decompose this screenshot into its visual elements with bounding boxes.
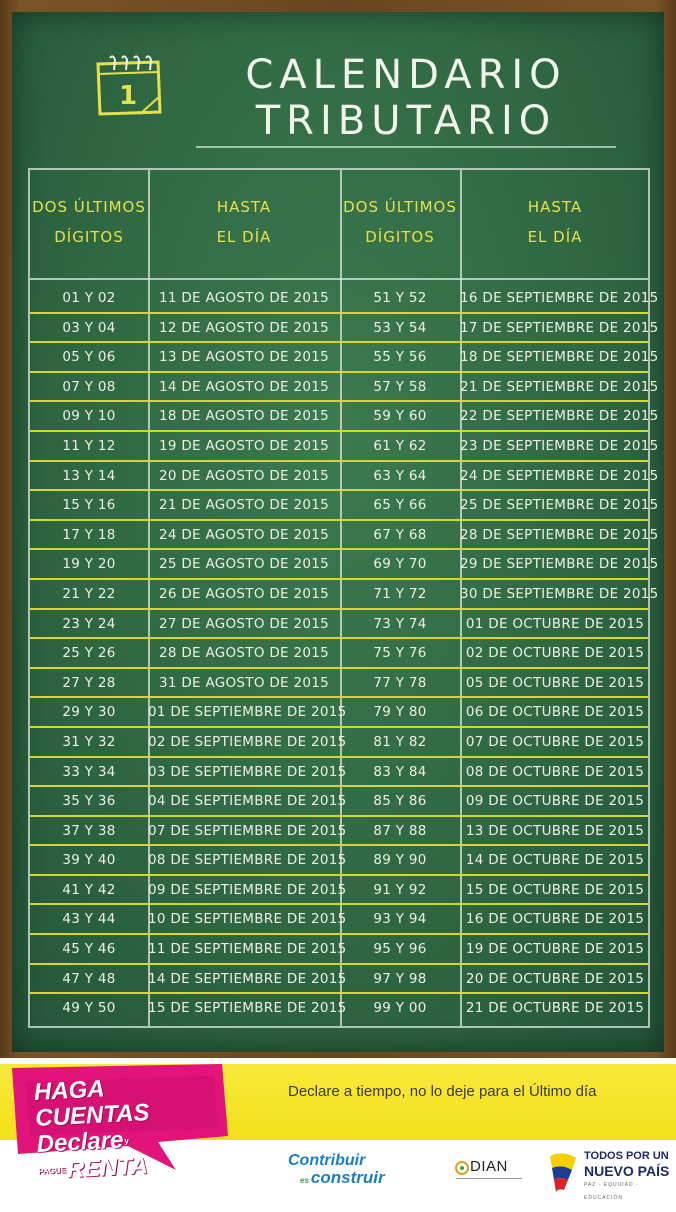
deadline-cell: 19 DE AGOSTO DE 2015 — [158, 437, 330, 454]
table-body — [30, 284, 659, 1024]
digits-cell: 57 Y 58 — [373, 378, 427, 395]
table-row — [30, 550, 659, 580]
government-text — [584, 1150, 670, 1205]
deadline-cell: 11 DE SEPTIEMBRE DE 2015 — [148, 941, 347, 958]
table-row — [30, 669, 648, 699]
digits-cell: 91 Y 92 — [373, 881, 427, 898]
table-row — [30, 462, 659, 492]
title-line-2: TRIBUTARIO — [255, 98, 557, 144]
deadline-cell: 15 DE OCTUBRE DE 2015 — [465, 881, 645, 898]
digits-cell: 45 Y 46 — [62, 941, 116, 958]
digits-cell: 61 Y 62 — [373, 437, 427, 454]
table-row — [30, 402, 659, 432]
deadline-cell: 21 DE OCTUBRE DE 2015 — [465, 1000, 645, 1017]
deadline-cell: 14 DE AGOSTO DE 2015 — [158, 378, 330, 395]
contribuir-es: es — [300, 1176, 309, 1185]
colombia-flag-icon — [544, 1150, 582, 1194]
digits-cell: 63 Y 64 — [373, 467, 427, 484]
digits-cell: 03 Y 04 — [62, 319, 116, 336]
header-line: HASTA — [527, 198, 583, 216]
deadline-cell: 21 DE AGOSTO DE 2015 — [158, 497, 330, 514]
deadline-cell: 12 DE AGOSTO DE 2015 — [158, 319, 330, 336]
deadline-cell: 21 DE SEPTIEMBRE DE 2015 — [460, 378, 659, 395]
header-date-2 — [460, 192, 650, 252]
header-line: DOS ÚLTIMOS — [32, 198, 146, 216]
digits-cell: 49 Y 50 — [62, 1000, 116, 1017]
table-row — [30, 905, 648, 935]
header-line: DOS ÚLTIMOS — [343, 198, 457, 216]
contribuir-line-2 — [300, 1168, 385, 1188]
tax-calendar-table — [28, 168, 659, 1028]
digits-cell: 59 Y 60 — [373, 408, 427, 425]
digits-cell: 69 Y 70 — [373, 556, 427, 573]
contribuir-line-1: Contribuir — [288, 1152, 366, 1169]
deadline-cell: 16 DE OCTUBRE DE 2015 — [465, 911, 645, 928]
header-line: EL DÍA — [527, 228, 583, 246]
table-row — [30, 935, 648, 965]
deadline-cell: 18 DE SEPTIEMBRE DE 2015 — [460, 349, 659, 366]
table-row — [30, 314, 659, 344]
deadline-cell: 14 DE SEPTIEMBRE DE 2015 — [148, 970, 347, 987]
digits-cell: 25 Y 26 — [62, 645, 116, 662]
digits-cell: 99 Y 00 — [373, 1000, 427, 1017]
digits-cell: 11 Y 12 — [62, 437, 116, 454]
deadline-cell: 17 DE SEPTIEMBRE DE 2015 — [460, 319, 659, 336]
dian-text: DIAN — [470, 1158, 508, 1175]
digits-cell: 93 Y 94 — [373, 911, 427, 928]
deadline-cell: 09 DE OCTUBRE DE 2015 — [465, 793, 645, 810]
deadline-cell: 23 DE SEPTIEMBRE DE 2015 — [460, 437, 659, 454]
contribuir-construir: construir — [310, 1168, 385, 1187]
header-line: EL DÍA — [216, 228, 272, 246]
table-row — [30, 373, 659, 403]
gov-line-3: PAZ · EQUIDAD · EDUCACIÓN — [584, 1182, 639, 1201]
deadline-cell: 05 DE OCTUBRE DE 2015 — [465, 674, 645, 691]
page-title — [196, 52, 616, 144]
promo-small: y PAGUE — [37, 1135, 130, 1177]
calendar-number: 1 — [118, 81, 138, 111]
contribuir-logo — [288, 1152, 438, 1192]
digits-cell: 81 Y 82 — [373, 733, 427, 750]
table-row — [30, 610, 648, 640]
digits-cell: 67 Y 68 — [373, 526, 427, 543]
digits-cell: 65 Y 66 — [373, 497, 427, 514]
deadline-cell: 28 DE AGOSTO DE 2015 — [158, 645, 330, 662]
header-line: DÍGITOS — [54, 228, 124, 246]
deadline-cell: 07 DE OCTUBRE DE 2015 — [465, 733, 645, 750]
digits-cell: 95 Y 96 — [373, 941, 427, 958]
digits-cell: 17 Y 18 — [62, 526, 116, 543]
deadline-cell: 20 DE OCTUBRE DE 2015 — [465, 970, 645, 987]
table-row — [30, 876, 648, 906]
table-row — [30, 698, 648, 728]
deadline-cell: 04 DE SEPTIEMBRE DE 2015 — [148, 793, 347, 810]
digits-cell: 87 Y 88 — [373, 822, 427, 839]
table-row — [30, 787, 648, 817]
digits-cell: 41 Y 42 — [62, 881, 116, 898]
table-row — [30, 521, 659, 551]
gov-line-1: TODOS POR UN — [584, 1150, 669, 1162]
digits-cell: 73 Y 74 — [373, 615, 427, 632]
digits-cell: 85 Y 86 — [373, 793, 427, 810]
deadline-cell: 16 DE SEPTIEMBRE DE 2015 — [460, 290, 659, 306]
header-line: DÍGITOS — [365, 228, 435, 246]
digits-cell: 77 Y 78 — [373, 674, 427, 691]
deadline-cell: 14 DE OCTUBRE DE 2015 — [465, 852, 645, 869]
deadline-cell: 19 DE OCTUBRE DE 2015 — [465, 941, 645, 958]
digits-cell: 01 Y 02 — [62, 290, 116, 306]
dian-underline — [456, 1178, 522, 1182]
promo-declare: Declare — [36, 1126, 125, 1158]
table-row — [30, 580, 659, 610]
digits-cell: 39 Y 40 — [62, 852, 116, 869]
digits-cell: 83 Y 84 — [373, 763, 427, 780]
deadline-cell: 25 DE AGOSTO DE 2015 — [158, 556, 330, 573]
digits-cell: 29 Y 30 — [62, 704, 116, 721]
digits-cell: 31 Y 32 — [62, 733, 116, 750]
deadline-cell: 13 DE OCTUBRE DE 2015 — [465, 822, 645, 839]
deadline-cell: 25 DE SEPTIEMBRE DE 2015 — [460, 497, 659, 514]
deadline-cell: 01 DE OCTUBRE DE 2015 — [465, 615, 645, 632]
header-separator — [30, 278, 648, 280]
deadline-cell: 01 DE SEPTIEMBRE DE 2015 — [148, 704, 347, 721]
deadline-cell: 20 DE AGOSTO DE 2015 — [158, 467, 330, 484]
title-line-1: CALENDARIO — [245, 52, 567, 98]
table-row — [30, 994, 648, 1024]
digits-cell: 75 Y 76 — [373, 645, 427, 662]
table-row — [30, 846, 648, 876]
digits-cell: 09 Y 10 — [62, 408, 116, 425]
digits-cell: 27 Y 28 — [62, 674, 116, 691]
digits-cell: 23 Y 24 — [62, 615, 116, 632]
promo-line-1: HAGA CUENTAS — [33, 1075, 151, 1132]
digits-cell: 53 Y 54 — [373, 319, 427, 336]
digits-cell: 33 Y 34 — [62, 763, 116, 780]
header-date-1 — [148, 192, 340, 252]
table-row — [30, 817, 648, 847]
digits-cell: 07 Y 08 — [62, 378, 116, 395]
digits-cell: 35 Y 36 — [62, 793, 116, 810]
digits-cell: 47 Y 48 — [62, 970, 116, 987]
digits-cell: 13 Y 14 — [62, 467, 116, 484]
deadline-cell: 11 DE AGOSTO DE 2015 — [158, 290, 330, 306]
digits-cell: 05 Y 06 — [62, 349, 116, 366]
digits-cell: 19 Y 20 — [62, 556, 116, 573]
digits-cell: 37 Y 38 — [62, 822, 116, 839]
gov-line-2: NUEVO PAÍS — [584, 1163, 670, 1179]
digits-cell: 43 Y 44 — [62, 911, 116, 928]
digits-cell: 55 Y 56 — [373, 349, 427, 366]
deadline-cell: 03 DE SEPTIEMBRE DE 2015 — [148, 763, 347, 780]
table-row — [30, 728, 648, 758]
deadline-cell: 30 DE SEPTIEMBRE DE 2015 — [460, 585, 659, 602]
table-row — [30, 491, 659, 521]
deadline-cell: 13 DE AGOSTO DE 2015 — [158, 349, 330, 366]
deadline-cell: 26 DE AGOSTO DE 2015 — [158, 585, 330, 602]
deadline-cell: 10 DE SEPTIEMBRE DE 2015 — [148, 911, 347, 928]
digits-cell: 15 Y 16 — [62, 497, 116, 514]
deadline-cell: 02 DE OCTUBRE DE 2015 — [465, 645, 645, 662]
deadline-cell: 31 DE AGOSTO DE 2015 — [158, 674, 330, 691]
dian-logo — [452, 1154, 524, 1190]
digits-cell: 71 Y 72 — [373, 585, 427, 602]
deadline-cell: 06 DE OCTUBRE DE 2015 — [465, 704, 645, 721]
deadline-cell: 24 DE SEPTIEMBRE DE 2015 — [460, 467, 659, 484]
deadline-cell: 02 DE SEPTIEMBRE DE 2015 — [148, 733, 347, 750]
table-row — [30, 758, 648, 788]
promo-line-2 — [36, 1122, 229, 1185]
deadline-cell: 29 DE SEPTIEMBRE DE 2015 — [460, 556, 659, 573]
digits-cell: 21 Y 22 — [62, 585, 116, 602]
deadline-cell: 07 DE SEPTIEMBRE DE 2015 — [148, 822, 347, 839]
tagline: Declare a tiempo, no lo deje para el Último día — [288, 1083, 597, 1100]
digits-cell: 97 Y 98 — [373, 970, 427, 987]
header-digits-2 — [340, 192, 460, 252]
government-logo — [544, 1146, 670, 1201]
deadline-cell: 18 DE AGOSTO DE 2015 — [158, 408, 330, 425]
deadline-cell: 22 DE SEPTIEMBRE DE 2015 — [460, 408, 659, 425]
deadline-cell: 08 DE OCTUBRE DE 2015 — [465, 763, 645, 780]
deadline-cell: 27 DE AGOSTO DE 2015 — [158, 615, 330, 632]
deadline-cell: 09 DE SEPTIEMBRE DE 2015 — [148, 881, 347, 898]
deadline-cell: 28 DE SEPTIEMBRE DE 2015 — [460, 526, 659, 543]
digits-cell: 51 Y 52 — [373, 290, 427, 306]
table-row — [30, 965, 648, 995]
header-line: HASTA — [216, 198, 272, 216]
deadline-cell: 24 DE AGOSTO DE 2015 — [158, 526, 330, 543]
digits-cell: 89 Y 90 — [373, 852, 427, 869]
promo-text — [33, 1070, 228, 1185]
table-row — [30, 343, 659, 373]
title-underline — [196, 146, 616, 148]
table-row — [30, 432, 659, 462]
deadline-cell: 15 DE SEPTIEMBRE DE 2015 — [148, 1000, 347, 1017]
header-digits-1 — [30, 192, 148, 252]
digits-cell: 79 Y 80 — [373, 704, 427, 721]
calendar-icon — [92, 52, 168, 118]
deadline-cell: 08 DE SEPTIEMBRE DE 2015 — [148, 852, 347, 869]
dian-mark-icon — [454, 1158, 470, 1178]
table-row — [30, 284, 659, 314]
promo-renta: RENTA — [66, 1151, 149, 1184]
table-row — [30, 639, 648, 669]
